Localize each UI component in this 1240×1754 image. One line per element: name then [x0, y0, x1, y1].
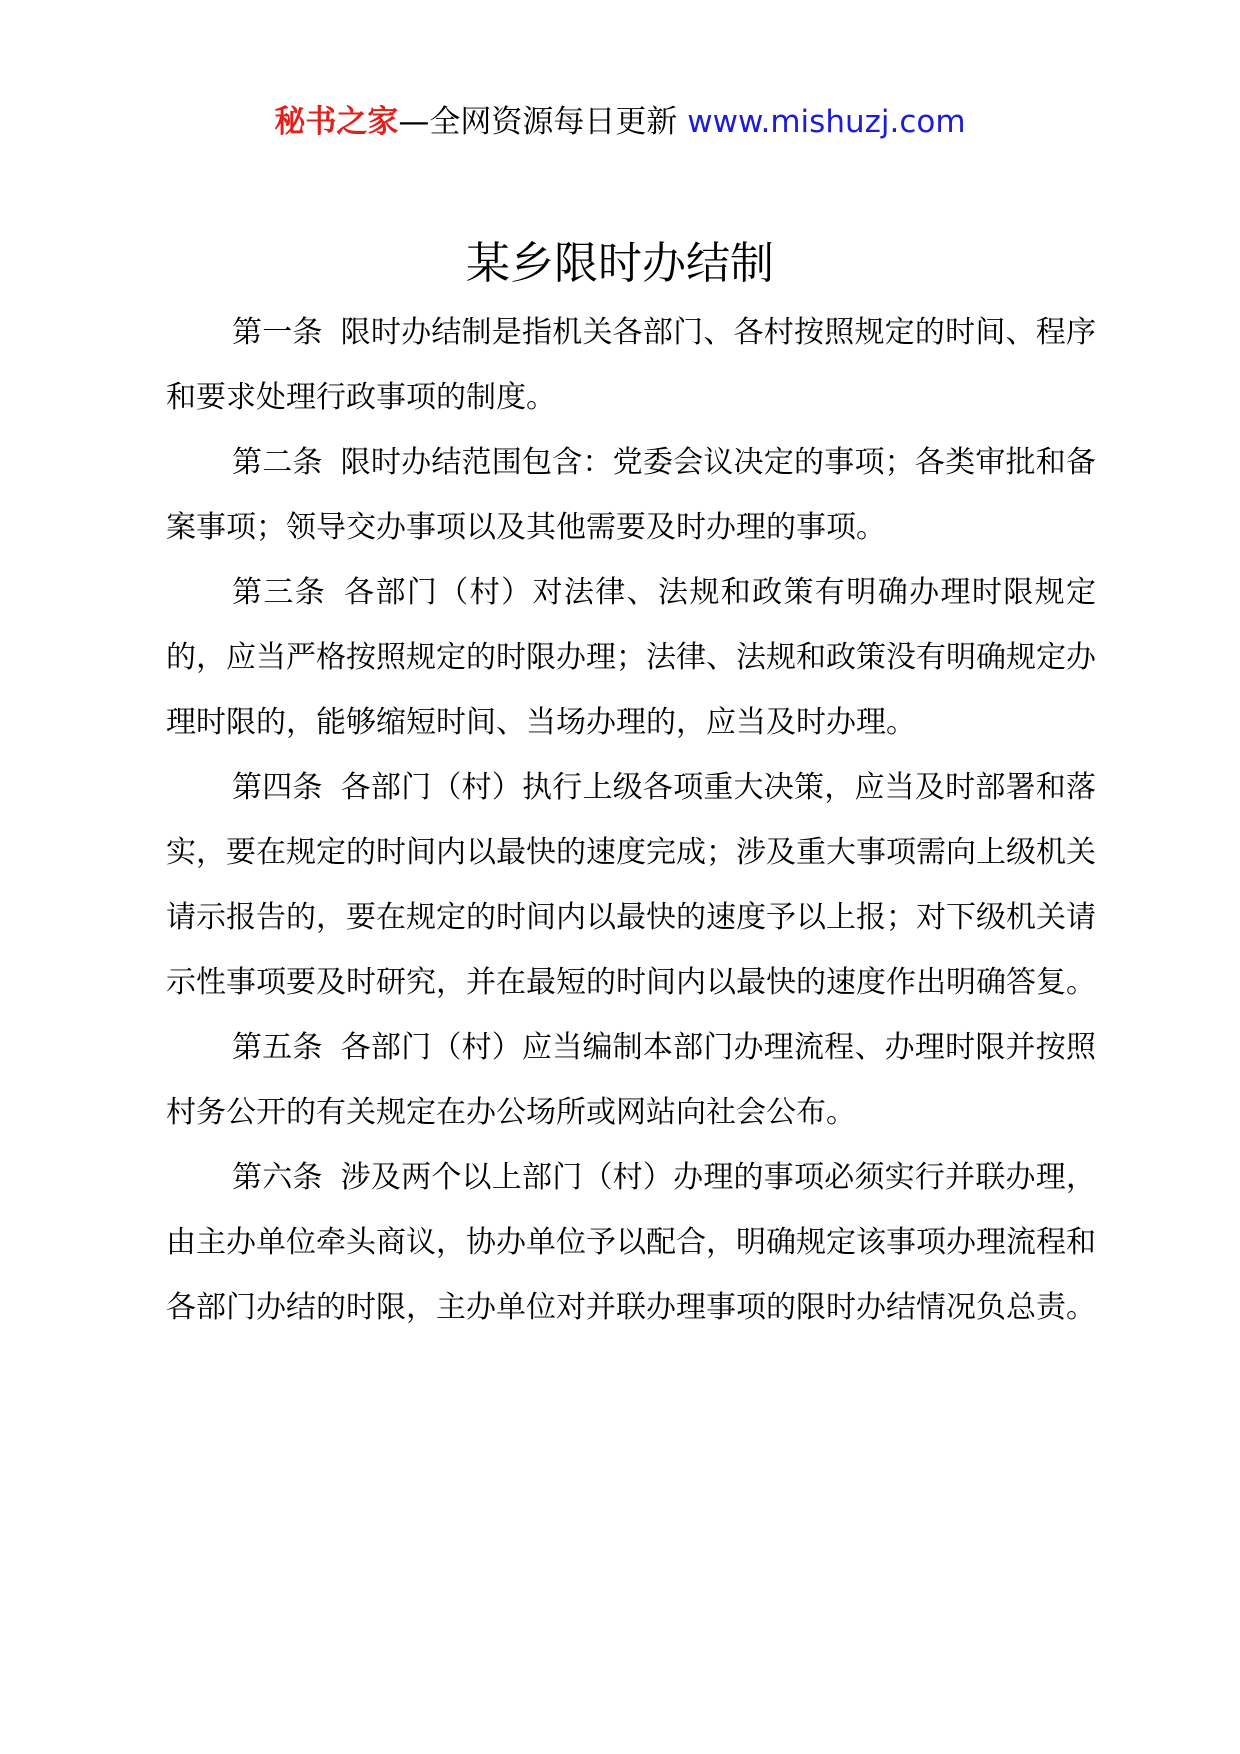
document-body — [166, 300, 1096, 1340]
document-title: 某乡限时办结制 — [466, 238, 774, 289]
article-1 — [166, 300, 1096, 430]
article-label: 第三条 — [232, 575, 327, 610]
article-text: 涉及两个以上部门（村）办理的事项必须实行并联办理，由主办单位牵头商议，协办单位予以配合，明确规定该事项办理流程和各部门办结的时限，主办单位对并联办理事项的限时办结情况负总责。 — [166, 1160, 1097, 1325]
article-label: 第二条 — [232, 445, 323, 480]
article-label: 第五条 — [232, 1030, 323, 1065]
article-4 — [166, 755, 1096, 1015]
article-5 — [166, 1015, 1096, 1145]
article-2 — [166, 430, 1096, 560]
article-label: 第六条 — [232, 1160, 323, 1195]
site-url-link[interactable]: www.mishuzj.com — [687, 104, 966, 140]
site-brand: 秘书之家 — [274, 104, 399, 140]
article-3 — [166, 560, 1096, 755]
article-text: 各部门（村）对法律、法规和政策有明确办理时限规定的，应当严格按照规定的时限办理；法律、法规和政策没有明确规定办理时限的，能够缩短时间、当场办理的，应当及时办理。 — [166, 575, 1097, 740]
article-text: 限时办结范围包含：党委会议决定的事项；各类审批和备案事项；领导交办事项以及其他需要及时办理的事项。 — [166, 445, 1097, 545]
article-6 — [166, 1145, 1096, 1340]
article-label: 第四条 — [232, 770, 323, 805]
article-label: 第一条 — [232, 315, 323, 350]
article-text: 各部门（村）应当编制本部门办理流程、办理时限并按照村务公开的有关规定在办公场所或网站向社会公布。 — [166, 1030, 1097, 1130]
site-header — [0, 100, 1240, 144]
article-text: 限时办结制是指机关各部门、各村按照规定的时间、程序和要求处理行政事项的制度。 — [166, 315, 1097, 415]
article-text: 各部门（村）执行上级各项重大决策，应当及时部署和落实，要在规定的时间内以最快的速度完成；涉及重大事项需向上级机关请示报告的，要在规定的时间内以最快的速度予以上报；对下级机关请示性事项要及时研究，并在最短的时间内以最快的速度作出明确答复。 — [166, 770, 1097, 1000]
site-tagline: —全网资源每日更新 — [398, 104, 678, 140]
